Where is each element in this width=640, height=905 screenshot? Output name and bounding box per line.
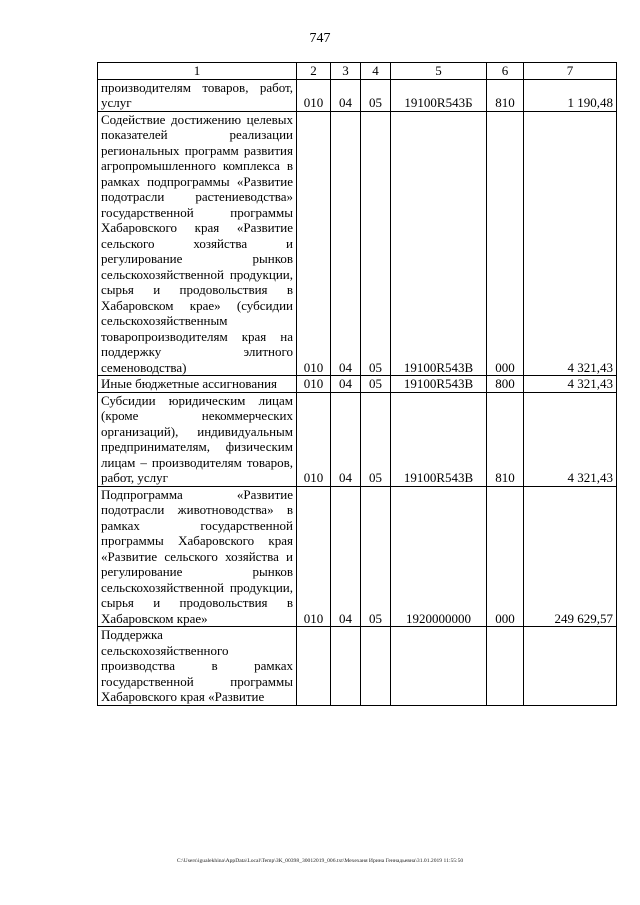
row-description: Иные бюджетные ассигнования: [98, 376, 297, 393]
column-number: 6: [487, 63, 524, 80]
row-description: Подпрограмма «Развитие подотрасли животноводства» в рамках государственной программы Хабаровского края «Развитие сельского хозяйства и регулирование рынков сельскохозяйственной продукции, сырья и продовольствия в Хабаровском крае»: [98, 486, 297, 627]
page-number: 747: [309, 31, 331, 46]
column-number: 1: [98, 63, 297, 80]
section-code: 04: [331, 79, 361, 111]
subsection-code: 05: [361, 79, 391, 111]
row-description: Поддержка сельскохозяйственного производства в рамках государственной программы Хабаровского края «Развитие: [98, 627, 297, 706]
target-article-code: 19100R543В: [391, 111, 487, 376]
table-row: [98, 111, 617, 376]
table-row: [98, 486, 617, 627]
target-article-code: 19100R543Б: [391, 79, 487, 111]
table-row: [98, 79, 617, 111]
footer-file-path: C:\Users\igualekhina\AppData\Local\Temp\ЗК_00398_30012019_006.txt\Мехеханя Ирина Геннадьевна\31.01.2019 11:55:50: [176, 858, 464, 864]
expense-type-code: 810: [487, 392, 524, 486]
row-description: Субсидии юридическим лицам (кроме некоммерческих организаций), индивидуальным предпринимателям, физическим лицам – производителям товаров, работ, услуг: [98, 392, 297, 486]
ministry-code: 010: [297, 376, 331, 393]
amount: 4 321,43: [524, 111, 617, 376]
subsection-code: 05: [361, 376, 391, 393]
section-code: 04: [331, 111, 361, 376]
column-number: 2: [297, 63, 331, 80]
column-number-row: [98, 63, 617, 80]
row-description: производителям товаров, работ, услуг: [98, 79, 297, 111]
section-code: 04: [331, 392, 361, 486]
section-code: 04: [331, 486, 361, 627]
column-number: 7: [524, 63, 617, 80]
ministry-code: 010: [297, 79, 331, 111]
subsection-code: 05: [361, 486, 391, 627]
row-description: Содействие достижению целевых показателей реализации региональных программ развития агропромышленного комплекса в рамках подпрограммы «Развитие подотрасли растениеводства» государственной программы Хабаровского края «Развитие сельского хозяйства и регулирование рынков сельскохозяйственной продукции, сырья и продовольствия в Хабаровском крае» (субсидии сельскохозяйственным товаропроизводителям края на поддержку элитного семеноводства): [98, 111, 297, 376]
expense-type-code: 000: [487, 486, 524, 627]
table-row: [98, 392, 617, 486]
amount: [524, 627, 617, 706]
column-number: 4: [361, 63, 391, 80]
amount: 249 629,57: [524, 486, 617, 627]
subsection-code: 05: [361, 111, 391, 376]
subsection-code: [361, 627, 391, 706]
ministry-code: 010: [297, 111, 331, 376]
subsection-code: 05: [361, 392, 391, 486]
expense-type-code: 810: [487, 79, 524, 111]
target-article-code: 19100R543В: [391, 392, 487, 486]
amount: 1 190,48: [524, 79, 617, 111]
ministry-code: 010: [297, 392, 331, 486]
table-row: [98, 376, 617, 393]
section-code: [331, 627, 361, 706]
amount: 4 321,43: [524, 376, 617, 393]
target-article-code: 1920000000: [391, 486, 487, 627]
ministry-code: 010: [297, 486, 331, 627]
budget-table: [97, 62, 617, 706]
section-code: 04: [331, 376, 361, 393]
amount: 4 321,43: [524, 392, 617, 486]
column-number: 3: [331, 63, 361, 80]
expense-type-code: [487, 627, 524, 706]
target-article-code: [391, 627, 487, 706]
ministry-code: [297, 627, 331, 706]
column-number: 5: [391, 63, 487, 80]
expense-type-code: 800: [487, 376, 524, 393]
table-row: [98, 627, 617, 706]
target-article-code: 19100R543В: [391, 376, 487, 393]
expense-type-code: 000: [487, 111, 524, 376]
